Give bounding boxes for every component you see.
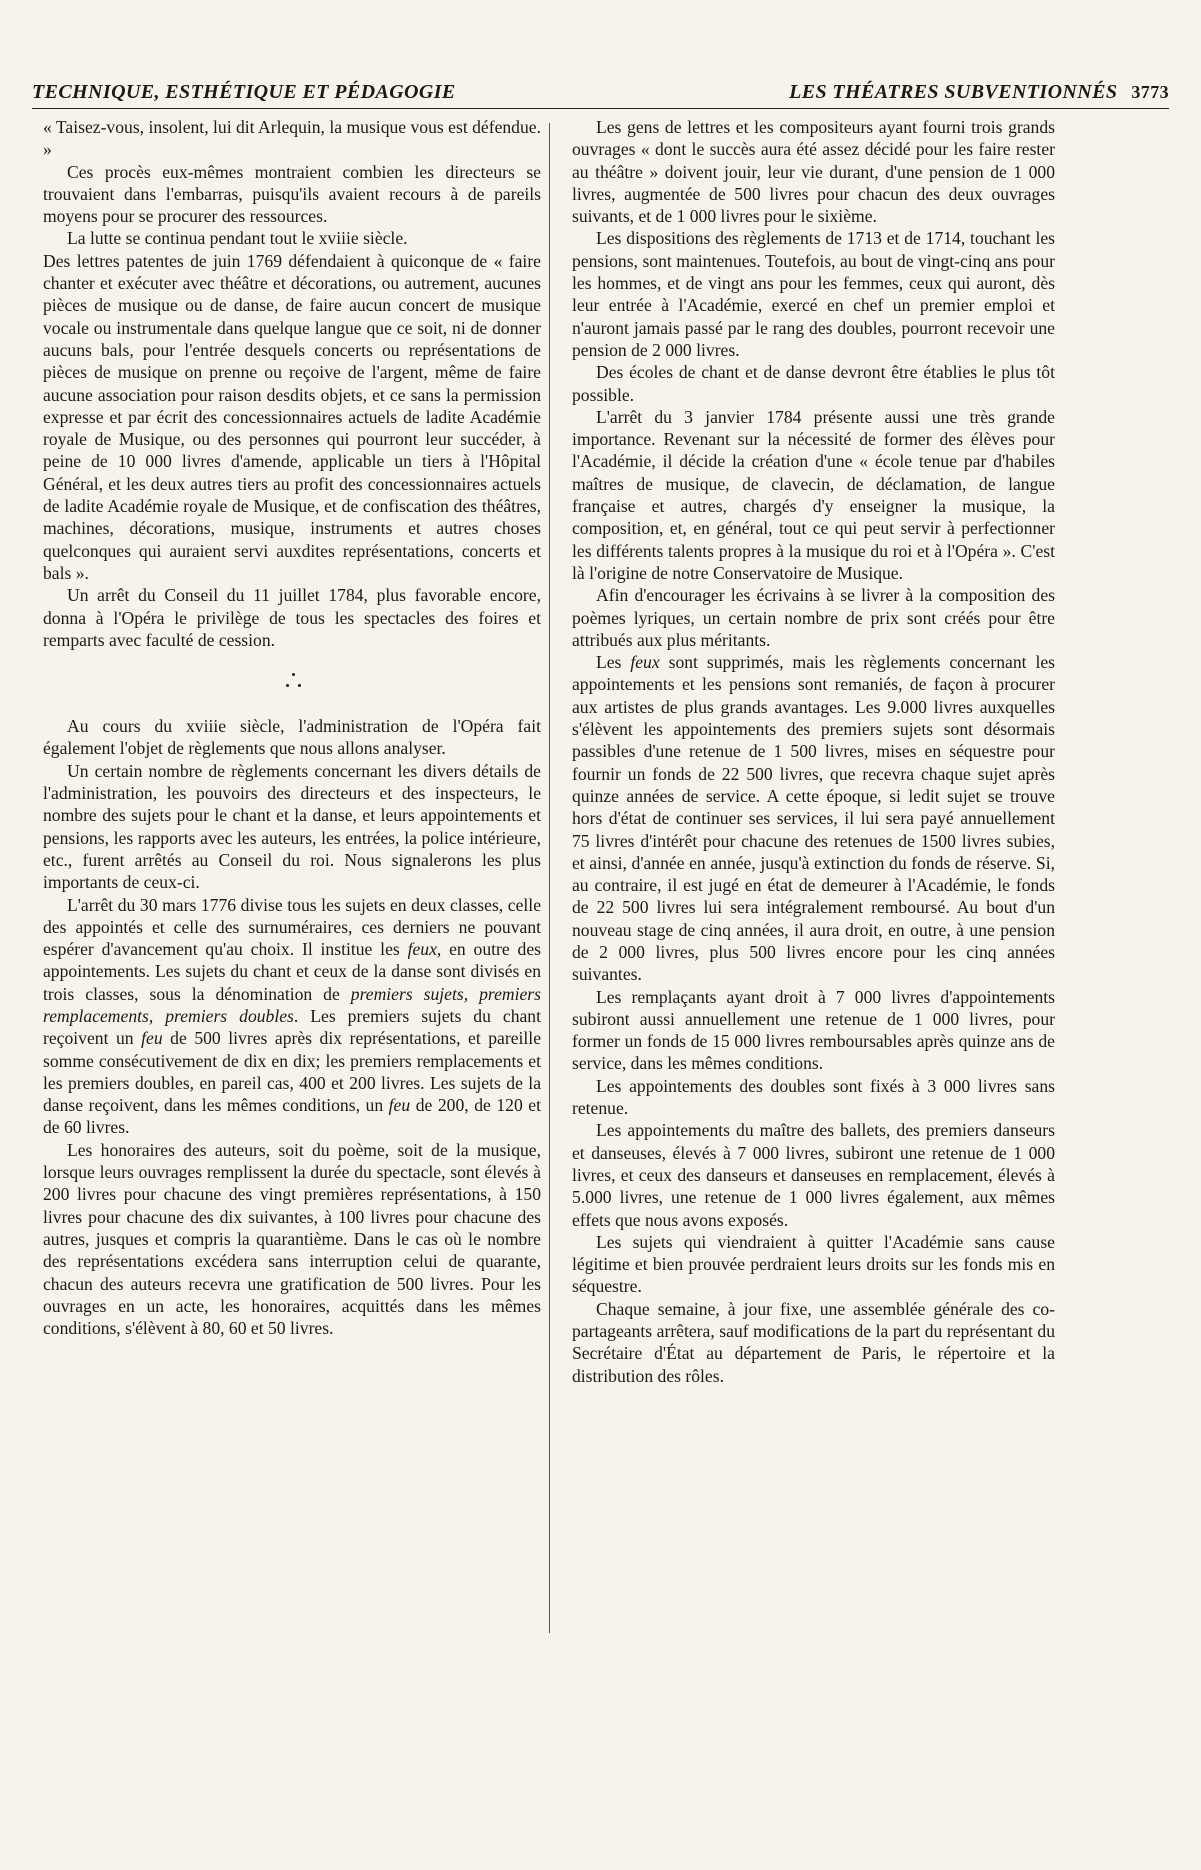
text-run: de 200, de 120 et de 60 livres. (43, 1095, 541, 1138)
paragraph: Chaque semaine, à jour fixe, une assemblée générale des co-partageants arrêtera, sauf modifications de la part du représentant du Secrétaire d'État au département de Paris, le répertoire et la distribution des rôles. (572, 1298, 1055, 1386)
paragraph: L'arrêt du 3 janvier 1784 présente aussi une très grande importance. Revenant sur la nécessité de former des élèves pour l'Académie, il décide la création d'une « école tenue par d'habiles maîtres de musique, de clavecin, de déclamation, de langue française et autres, chargés d'y enseigner la musique, la composition, et, en général, tout ce qui peut servir à perfectionner les différents talents propres à la musique du roi et à l'Opéra ». C'est là l'origine de notre Conservatoire de Musique. (572, 406, 1055, 583)
paragraph: Des lettres patentes de juin 1769 défendaient à quiconque de « faire chanter et exécuter avec théâtre et décorations, ou autrement, aucunes pièces de musique ou de danse, de faire aucun concert de musique vocale ou instrumentale dans quelque langue que ce soit, ni de donner aucuns bals, pour l'entrée desquels concerts ou représentations de pièces de musique on prenne ou reçoive de l'argent, même de faire aucune association pour raison desdits objets, et ce sans la permission expresse et par écrit des concessionnaires actuels de ladite Académie royale de Musique, ou des personnes qui pourront leur succéder, à peine de 10 000 livres d'amende, applicable un tiers à l'Hôpital Général, et les deux autres tiers au profit des concessionnaires actuels de ladite Académie royale de Musique, et de confiscation des théâtres, machines, décorations, musique, instruments et autres choses quelconques qui auraient servi auxdites représentations, concerts et bals ». (43, 250, 541, 583)
paragraph: Les honoraires des auteurs, soit du poème, soit de la musique, lorsque leurs ouvrages remplissent la durée du spectacle, sont élevés à 200 livres pour chacune des vingt premières représentations, à 150 livres pour chacune des dix suivantes, à 100 livres pour chacune des autres, jusques et compris la quarantième. Dans le cas où le nombre des représentations excédera sans interruption celui de quarante, chacun des auteurs recevra une gratification de 500 livres. Pour les ouvrages en un acte, les honoraires, acquittés dans les mêmes conditions, s'élèvent à 80, 60 et 50 livres. (43, 1139, 541, 1339)
italic-term: feu (141, 1028, 163, 1049)
text-run: , (463, 983, 480, 1004)
italic-term: feux (630, 652, 660, 673)
italic-term: premiers remplacements, premiers doubles (43, 983, 542, 1026)
paragraph: Un certain nombre de règlements concernant les divers détails de l'administration, les pouvoirs des directeurs et des inspecteurs, le nombre des sujets pour le chant et la danse, et leurs appointements et pensions, les rapports avec les auteurs, les entrées, la police intérieure, etc., furent arrêtés au Conseil du roi. Nous signalerons les plus importants de ceux-ci. (43, 760, 541, 893)
running-head (32, 78, 1169, 109)
text-run: L'arrêt du 30 mars 1776 divise tous les sujets en deux classes, celle des appointés et celle des surnuméraires, ces derniers ne pouvant espérer d'avancement qu'au choix. Il institue les (43, 894, 541, 960)
text-run: . Les premiers sujets du chant reçoivent un (43, 1005, 541, 1049)
paragraph: Les dispositions des règlements de 1713 et de 1714, touchant les pensions, sont maintenues. Toutefois, au bout de vingt-cinq ans pour les hommes, et de vingt ans pour les femmes, ceux qui auront, dès leur entrée à l'Académie, exercé en chef un premier emploi et n'auront jamais passé par le rang des doubles, pourront recevoir une pension de 2 000 livres. (572, 228, 1055, 360)
paragraph: Les appointements du maître des ballets, des premiers danseurs et danseuses, élevés à 7 000 livres, subiront une retenue de 1 000 livres, et ceux des danseurs et danseuses en remplacement, élevés à 5.000 livres, une retenue de 1 000 livres également, aux mêmes effets que nous avons exposés. (572, 1120, 1055, 1230)
paragraph: Afin d'encourager les écrivains à se livrer à la composition des poèmes lyriques, un certain nombre de prix sont créés pour être attribués aux plus méritants. (572, 585, 1055, 650)
paragraph: Les gens de lettres et les compositeurs ayant fourni trois grands ouvrages « dont le succès aura été assez décidé pour les faire rester au théâtre » doivent jouir, leur vie durant, d'une pension de 1 000 livres, augmentée de 500 livres pour chacun des deux ouvrages suivants, et de 1 000 livres pour le sixième. (572, 117, 1055, 227)
paragraph: La lutte se continua pendant tout le xviiie siècle. (67, 228, 408, 249)
italic-term: premiers sujets (350, 983, 464, 1004)
paragraph: Un arrêt du Conseil du 11 juillet 1784, plus favorable encore, donna à l'Opéra le privilège de tous les spectacles des foires et remparts avec faculté de cession. (43, 585, 541, 650)
paragraph: « Taisez-vous, insolent, lui dit Arlequin, la musique vous est défendue. » (43, 117, 541, 160)
running-head-left: TECHNIQUE, ESTHÉTIQUE ET PÉDAGOGIE (32, 81, 456, 103)
text-run: en outre des appointements. Les sujets du chant et ceux de la danse sont divisés en trois classes, sous la dénomination de (43, 939, 541, 1004)
paragraph: Les appointements des doubles sont fixés à 3 000 livres sans retenue. (572, 1075, 1055, 1119)
running-head-title: LES THÉATRES SUBVENTIONNÉS (789, 81, 1118, 103)
paragraph (43, 894, 541, 1139)
paragraph: Au cours du xviiie siècle, l'administration de l'Opéra fait également l'objet de règlements que nous allons analyser. (43, 716, 541, 759)
paragraph: Les remplaçants ayant droit à 7 000 livres d'appointements subiront aussi annuellement une retenue de 1 000 livres, pour former un fonds de 15 000 livres remboursables après quinze ans de service, dans les mêmes conditions. (572, 986, 1055, 1074)
paragraph: Des écoles de chant et de danse devront être établies le plus tôt possible. (572, 362, 1055, 405)
column-divider (549, 123, 550, 1633)
italic-term: feu (388, 1095, 411, 1116)
left-column (43, 116, 541, 1339)
paragraph: Les sujets qui viendraient à quitter l'Académie sans cause légitime et bien prouvée perdraient leurs droits sur les fonds mis en séquestre. (572, 1231, 1055, 1297)
text-run: Les (596, 652, 631, 673)
paragraph (572, 651, 1055, 985)
italic-term: feux, (407, 939, 442, 960)
text-run: sont supprimés, mais les règlements concernant les appointements et les pensions sont remaniés, de façon à procurer aux artistes de plus grands avantages. Les 9.000 livres auxquelles s'élèvent les appointements des premiers sujets sont désormais passibles d'une retenue de 1 500 livres, mises en séquestre pour fournir un fonds de 22 500 livres, que recevra chaque sujet après quinze années de service. A cette époque, si ledit sujet se trouve hors d'état de continuer ses services, il lui sera payé annuellement 75 livres d'intérêt pour chacune des retenues de 1500 livres subies, et ainsi, d'année en année, jusqu'à extinction du fonds de réserve. Si, au contraire, il est jugé en état de demeurer à l'Académie, le fonds de 22 500 livres lui sera intégralement remboursé. Au bout d'un nouveau stage de cinq années, il aura droit, en outre, à une pension de 2 000 livres, plus 500 livres encore pour les cinq années suivantes. (572, 652, 1056, 985)
paragraph: Ces procès eux-mêmes montraient combien les directeurs se trouvaient dans l'embarras, puisqu'ils avaient recours à de pareils moyens pour se procurer des ressources. (43, 161, 541, 227)
page-number: 3773 (1131, 82, 1169, 102)
running-head-right (789, 81, 1169, 104)
section-separator-asterism (43, 657, 541, 701)
text-run: de 500 livres après dix représentations, et pareille somme consécutivement de dix en dix; les premiers remplacements et les premiers doubles, en pareil cas, 400 et 200 livres. Les sujets de la danse reçoivent, dans les mêmes conditions, un (43, 1028, 542, 1116)
right-column (572, 116, 1055, 1387)
